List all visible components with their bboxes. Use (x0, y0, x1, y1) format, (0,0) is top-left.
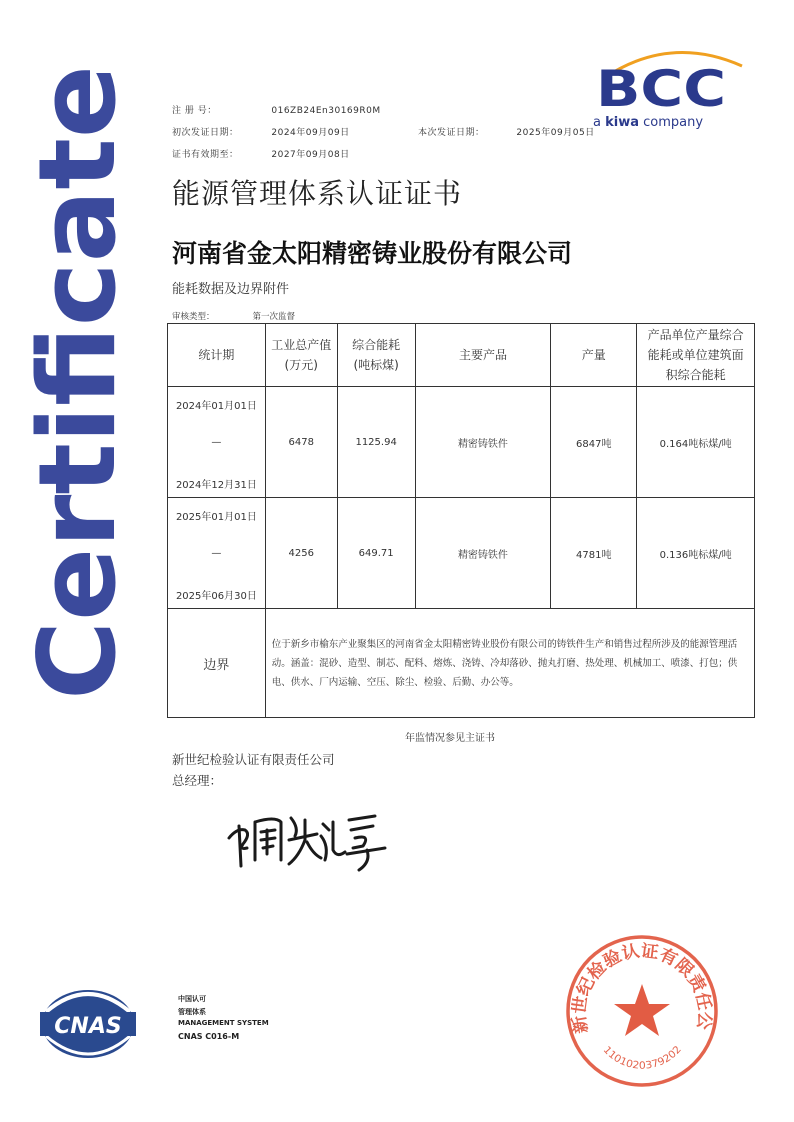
company-name: 河南省金太阳精密铸业股份有限公司 (172, 239, 573, 268)
cnas-line1: 中国认可 (178, 995, 206, 1003)
cnas-line3: MANAGEMENT SYSTEM (178, 1019, 269, 1027)
header-output-value-line2: (万元) (284, 358, 318, 372)
energy-cell: 649.71 (337, 498, 415, 609)
period-dash: — (211, 548, 222, 559)
bcc-tagline-prefix: a (593, 115, 606, 130)
header-energy-line2: (吨标煤) (353, 358, 399, 372)
header-unit-energy-line2: 能耗或单位建筑面 (647, 348, 744, 362)
period-start: 2025年01月01日 (175, 512, 257, 523)
bcc-logo-brand: BCC (596, 60, 726, 118)
period-cell (168, 387, 266, 498)
signature (225, 800, 390, 875)
period-cell (168, 498, 266, 609)
svg-text:1101020379202 (601, 1044, 684, 1072)
header-energy (337, 324, 415, 387)
energy-data-table (167, 323, 755, 718)
header-unit-energy (637, 324, 755, 387)
audit-type-label: 审核类型： (172, 312, 215, 322)
first-issue-value: 2024年09月09日 (271, 128, 350, 138)
table-row (168, 498, 755, 609)
first-issue-label: 初次发证日期： (172, 128, 239, 138)
seal-ring-text: 新世纪检验认证有限责任公 (569, 941, 715, 1035)
header-energy-line1: 综合能耗 (352, 338, 401, 352)
this-issue-row (418, 125, 595, 138)
certificate-title: 能源管理体系认证证书 (172, 177, 463, 210)
header-output-value-line1: 工业总产值 (271, 338, 332, 352)
table-row (168, 387, 755, 498)
header-unit-energy-line3: 积综合能耗 (665, 368, 726, 382)
svg-text:a kiwa company (593, 115, 703, 130)
expiry-label: 证书有效期至： (172, 150, 239, 160)
general-manager-label: 总经理： (172, 773, 223, 788)
period-end: 2025年06月30日 (175, 591, 257, 602)
boundary-row (168, 609, 755, 718)
cnas-line4: CNAS C016-M (178, 1032, 240, 1041)
annex-subtitle: 能耗数据及边界附件 (172, 282, 290, 297)
cnas-logo (38, 982, 269, 1062)
expiry-row (172, 147, 350, 160)
unit-energy-cell: 0.164吨标煤/吨 (637, 387, 755, 498)
this-issue-label: 本次发证日期： (418, 128, 485, 138)
output-value-cell: 4256 (265, 498, 337, 609)
header-product: 主要产品 (415, 324, 551, 387)
unit-energy-cell: 0.136吨标煤/吨 (637, 498, 755, 609)
production-cell: 4781吨 (551, 498, 637, 609)
period-end: 2024年12月31日 (175, 480, 257, 491)
bcc-tagline-suffix: company (639, 115, 704, 130)
header-unit-energy-line1: 产品单位产量综合 (647, 328, 744, 342)
footnote: 年监情况参见主证书 (405, 733, 495, 744)
period-start: 2024年01月01日 (175, 401, 257, 412)
expiry-value: 2027年09月08日 (271, 150, 350, 160)
energy-cell: 1125.94 (337, 387, 415, 498)
certificate-watermark (16, 60, 139, 710)
this-issue-value: 2025年09月05日 (516, 128, 595, 138)
header-output-value (265, 324, 337, 387)
header-period: 统计期 (168, 324, 266, 387)
issuer-name: 新世纪检验认证有限责任公司 (172, 752, 335, 767)
first-issue-row (172, 125, 350, 138)
registration-label: 注 册 号： (172, 106, 217, 116)
cnas-line2: 管理体系 (178, 1008, 206, 1016)
boundary-label: 边界 (168, 609, 266, 718)
period-dash: — (211, 437, 222, 448)
audit-type (172, 310, 295, 322)
product-cell: 精密铸铁件 (415, 498, 551, 609)
bcc-logo (590, 40, 750, 132)
header-production: 产量 (551, 324, 637, 387)
registration-value: 016ZB24En30169R0M (271, 106, 381, 116)
registration-row (172, 103, 381, 116)
cnas-logo-text: CNAS (54, 1014, 122, 1039)
table-header-row (168, 324, 755, 387)
boundary-text: 位于新乡市榆东产业聚集区的河南省金太阳精密铸业股份有限公司的铸铁件生产和销售过程所涉及的能源管理活动。涵盖：混砂、造型、制芯、配料、熔炼、浇铸、冷却落砂、抛丸打磨、热处理、机械加工、喷漆、打包；供电、供水、厂内运输、空压、除尘、检验、后勤、办公等。 (265, 609, 754, 718)
official-seal (563, 932, 721, 1090)
bcc-tagline-bold: kiwa (605, 115, 639, 130)
audit-type-value: 第一次监督 (252, 312, 296, 322)
certificate-watermark-text: Certificate (16, 75, 139, 700)
output-value-cell: 6478 (265, 387, 337, 498)
production-cell: 6847吨 (551, 387, 637, 498)
product-cell: 精密铸铁件 (415, 387, 551, 498)
seal-number: 1101020379202 (600, 1044, 684, 1072)
